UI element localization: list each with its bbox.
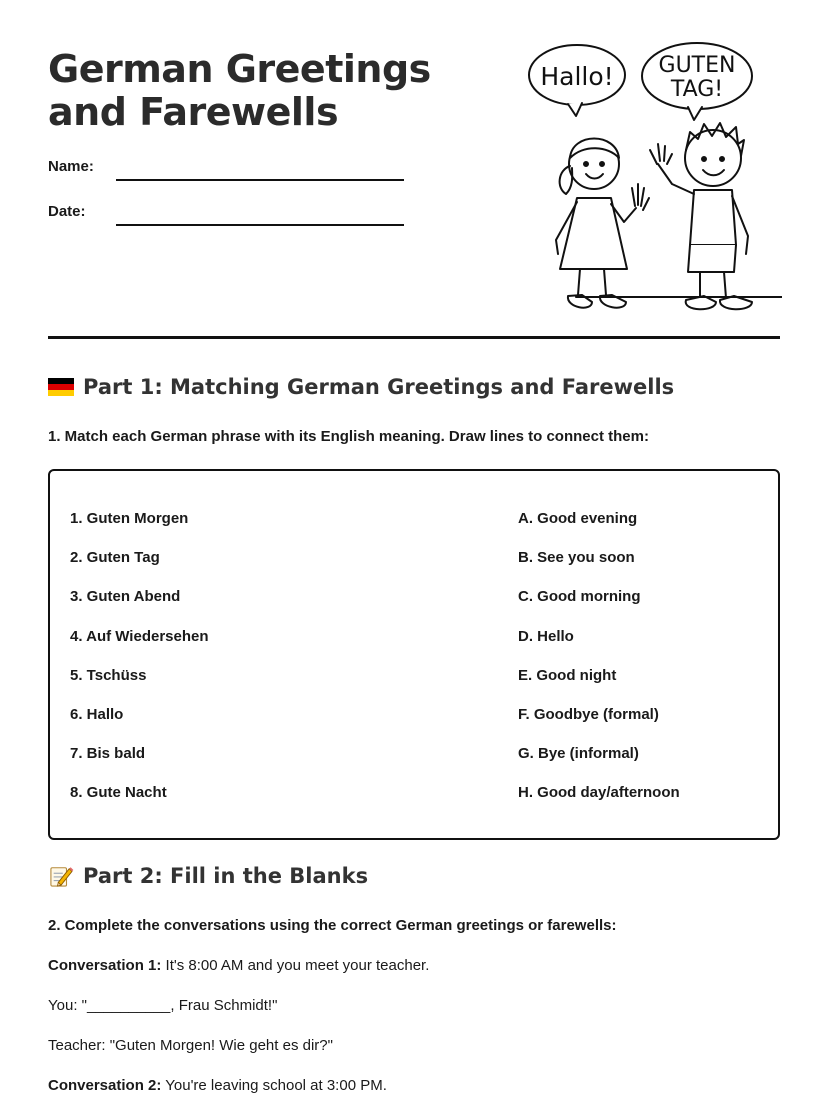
german-phrase-item: 4. Auf Wiedersehen <box>70 627 209 645</box>
english-meaning-item: C. Good morning <box>518 588 641 606</box>
conversation-1-text: It's 8:00 AM and you meet your teacher. <box>161 957 430 974</box>
english-meaning-item: B. See you soon <box>518 549 635 567</box>
conversation-1-label: Conversation 1: <box>48 957 162 974</box>
german-phrase-item: 3. Guten Abend <box>70 588 181 606</box>
german-phrase-item: 2. Guten Tag <box>70 549 160 567</box>
german-phrase-item: 1. Guten Morgen <box>70 510 189 527</box>
part1-heading-text: Part 1: Matching German Greetings and Farewells <box>83 375 675 399</box>
english-meanings-list <box>518 509 680 823</box>
name-field <box>48 158 408 182</box>
date-label: Date: <box>48 203 86 220</box>
conversation-1-teacher-line: Teacher: "Guten Morgen! Wie geht es dir?" <box>48 1037 333 1054</box>
part2-heading <box>48 864 368 888</box>
english-meaning-item: D. Hello <box>518 627 574 645</box>
part1-instruction: 1. Match each German phrase with its English meaning. Draw lines to connect them: <box>48 428 649 445</box>
conversation-1-intro <box>48 957 429 974</box>
date-field <box>48 203 408 227</box>
greeting-children-illustration <box>522 40 782 322</box>
page-title: German Greetings and Farewells <box>48 47 431 134</box>
conversation-2-text: You're leaving school at 3:00 PM. <box>161 1077 387 1094</box>
part2-instruction: 2. Complete the conversations using the correct German greetings or farewells: <box>48 917 617 934</box>
conversation-2-intro <box>48 1077 387 1094</box>
german-phrase-item: 5. Tschüss <box>70 666 147 684</box>
english-meaning-item: F. Goodbye (formal) <box>518 705 659 723</box>
german-phrase-item: 7. Bis bald <box>70 745 146 763</box>
part1-heading <box>48 375 674 399</box>
speech-bubble-left-text: Hallo! <box>540 62 614 91</box>
german-phrases-list <box>70 509 209 823</box>
header-divider <box>48 336 780 339</box>
english-meaning-item: G. Bye (informal) <box>518 745 639 763</box>
english-meaning-item: A. Good evening <box>518 510 638 527</box>
conversation-2-label: Conversation 2: <box>48 1077 162 1094</box>
german-phrase-item: 6. Hallo <box>70 705 124 723</box>
matching-box <box>48 469 780 840</box>
speech-bubble-right-text-line1: GUTEN <box>658 53 736 78</box>
memo-pencil-icon <box>48 865 74 887</box>
name-label: Name: <box>48 158 94 175</box>
english-meaning-item: H. Good day/afternoon <box>518 784 680 802</box>
english-meaning-item: E. Good night <box>518 666 617 684</box>
date-line <box>116 224 404 226</box>
part2-heading-text: Part 2: Fill in the Blanks <box>83 864 369 888</box>
german-phrase-item: 8. Gute Nacht <box>70 784 167 802</box>
speech-bubble-right-text-line2: TAG! <box>670 77 724 102</box>
name-line <box>116 179 404 181</box>
conversation-1-you-line: You: "__________, Frau Schmidt!" <box>48 997 278 1014</box>
german-flag-icon <box>48 376 74 398</box>
